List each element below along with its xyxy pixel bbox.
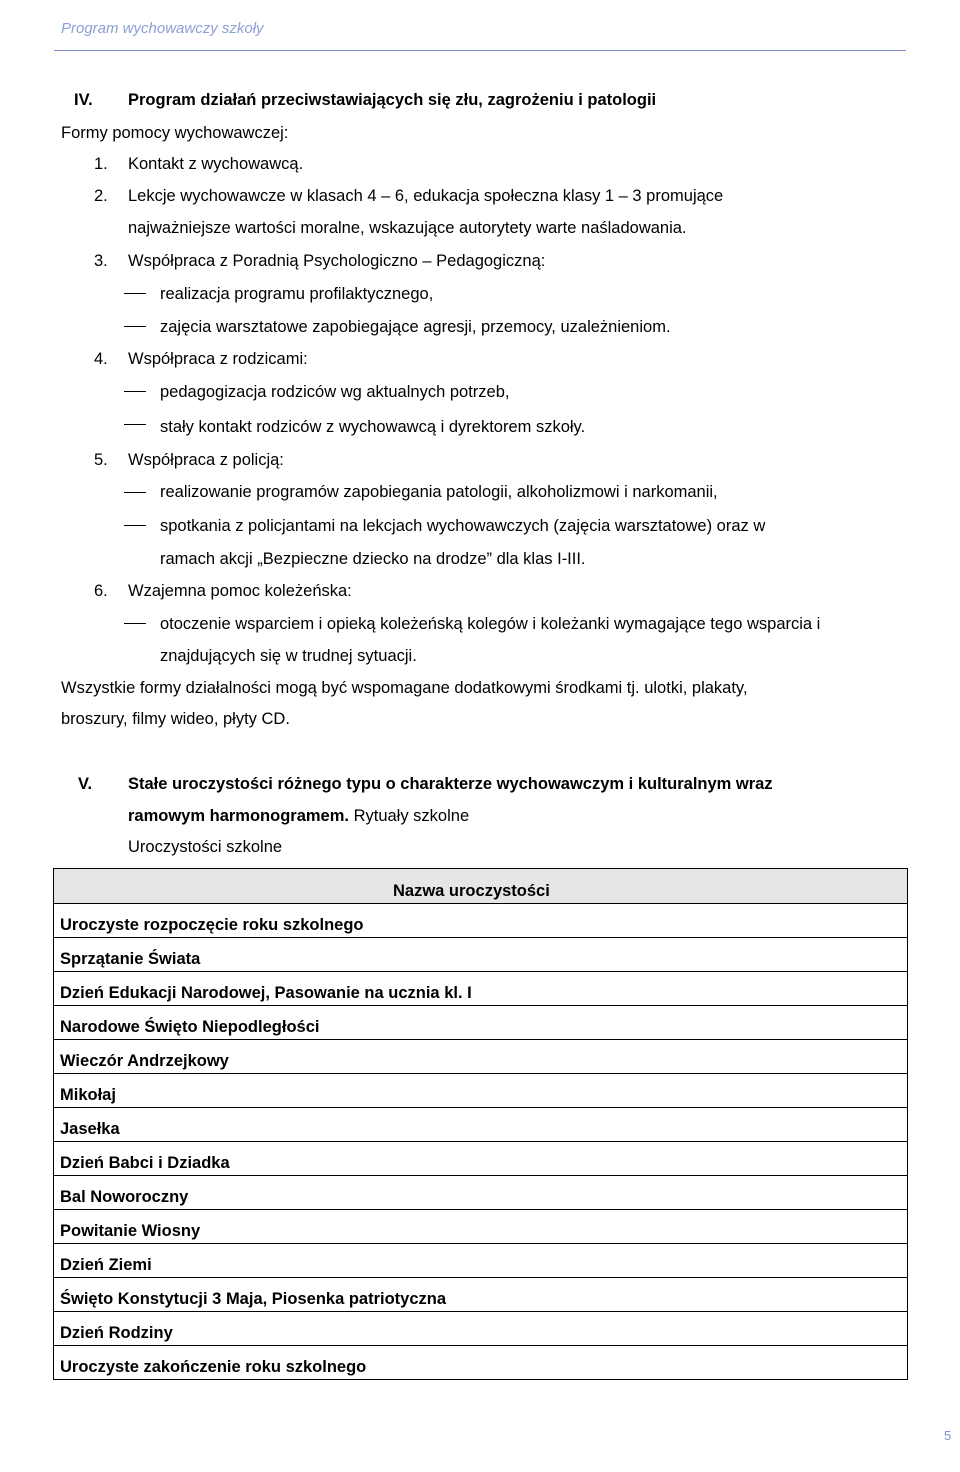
section-5-title: Stałe uroczystości różnego typu o charakterze wychowawczym i kulturalnym wraz	[128, 775, 773, 793]
table-row	[54, 1176, 908, 1210]
dash-bullet-icon	[124, 623, 146, 624]
table-row	[54, 904, 908, 938]
section-5-subtitle: Uroczystości szkolne	[128, 838, 283, 856]
list-item-number: 3.	[94, 252, 108, 270]
section-4-intro: Formy pomocy wychowawczej:	[61, 124, 289, 142]
list-item-text: Współpraca z policją:	[128, 451, 284, 469]
table-row	[54, 938, 908, 972]
table-header-row	[54, 869, 908, 904]
list-item-number: 1.	[94, 155, 108, 173]
table-header-cell: Nazwa uroczystości	[54, 869, 908, 904]
table-cell: Uroczyste rozpoczęcie roku szkolnego	[54, 904, 908, 938]
sub-item: realizowanie programów zapobiegania patologii, alkoholizmowi i narkomanii,	[160, 483, 718, 501]
closing-text-continuation: broszury, filmy wideo, płyty CD.	[61, 710, 290, 728]
list-item-number: 5.	[94, 451, 108, 469]
list-item-continuation: najważniejsze wartości moralne, wskazujące autorytety warte naśladowania.	[128, 219, 687, 237]
table-cell: Bal Noworoczny	[54, 1176, 908, 1210]
table-cell: Uroczyste zakończenie roku szkolnego	[54, 1346, 908, 1380]
list-item-text: Lekcje wychowawcze w klasach 4 – 6, edukacja społeczna klasy 1 – 3 promujące	[128, 187, 724, 205]
section-5-title-end: ramowym harmonogramem.	[128, 807, 349, 825]
section-5-number: V.	[78, 775, 93, 793]
table-cell: Wieczór Andrzejkowy	[54, 1040, 908, 1074]
table-cell: Dzień Edukacji Narodowej, Pasowanie na ucznia kl. I	[54, 972, 908, 1006]
table-cell: Święto Konstytucji 3 Maja, Piosenka patriotyczna	[54, 1278, 908, 1312]
list-item-text: Wzajemna pomoc koleżeńska:	[128, 582, 352, 600]
table-row	[54, 1210, 908, 1244]
section-5-rituals-label: Rytuały szkolne	[353, 807, 470, 825]
table-cell: Sprzątanie Świata	[54, 938, 908, 972]
dash-bullet-icon	[124, 391, 146, 392]
dash-bullet-icon	[124, 492, 146, 493]
list-item-number: 4.	[94, 350, 108, 368]
dash-bullet-icon	[124, 326, 146, 327]
table-row	[54, 1040, 908, 1074]
table-row	[54, 1074, 908, 1108]
list-item-number: 6.	[94, 582, 108, 600]
closing-text: Wszystkie formy działalności mogą być wspomagane dodatkowymi środkami tj. ulotki, plakaty,	[61, 679, 748, 697]
sub-item: zajęcia warsztatowe zapobiegające agresji, przemocy, uzależnieniom.	[160, 318, 671, 336]
table-cell: Powitanie Wiosny	[54, 1210, 908, 1244]
section-4-number: IV.	[74, 91, 93, 109]
running-header: Program wychowawczy szkoły	[61, 20, 264, 37]
table-cell: Dzień Babci i Dziadka	[54, 1142, 908, 1176]
section-4-title: Program działań przeciwstawiających się złu, zagrożeniu i patologii	[128, 91, 657, 109]
table-cell: Narodowe Święto Niepodległości	[54, 1006, 908, 1040]
header-divider	[54, 50, 906, 51]
list-item-text: Współpraca z rodzicami:	[128, 350, 308, 368]
ceremonies-table	[53, 868, 908, 1380]
table-cell: Dzień Ziemi	[54, 1244, 908, 1278]
table-row	[54, 1006, 908, 1040]
page-number: 5	[944, 1428, 952, 1443]
table-cell: Dzień Rodziny	[54, 1312, 908, 1346]
list-item-text: Współpraca z Poradnią Psychologiczno – Pedagogiczną:	[128, 252, 546, 270]
table-row	[54, 972, 908, 1006]
table-row	[54, 1108, 908, 1142]
table-row	[54, 1244, 908, 1278]
sub-item: otoczenie wsparciem i opieką koleżeńską kolegów i koleżanki wymagające tego wsparcia i	[160, 615, 821, 633]
table-row	[54, 1142, 908, 1176]
sub-item: realizacja programu profilaktycznego,	[160, 285, 434, 303]
table-row	[54, 1312, 908, 1346]
dash-bullet-icon	[124, 525, 146, 526]
table-cell: Mikołaj	[54, 1074, 908, 1108]
sub-item: spotkania z policjantami na lekcjach wychowawczych (zajęcia warsztatowe) oraz w	[160, 517, 766, 535]
sub-item: stały kontakt rodziców z wychowawcą i dyrektorem szkoły.	[160, 418, 586, 436]
list-item-number: 2.	[94, 187, 108, 205]
sub-item-continuation: ramach akcji „Bezpieczne dziecko na drodze” dla klas I-III.	[160, 550, 586, 568]
dash-bullet-icon	[124, 293, 146, 294]
list-item-text: Kontakt z wychowawcą.	[128, 155, 304, 173]
table-cell: Jasełka	[54, 1108, 908, 1142]
sub-item-continuation: znajdujących się w trudnej sytuacji.	[160, 647, 417, 665]
table-row	[54, 1346, 908, 1380]
dash-bullet-icon	[124, 424, 146, 425]
sub-item: pedagogizacja rodziców wg aktualnych potrzeb,	[160, 383, 510, 401]
table-row	[54, 1278, 908, 1312]
section-5-title-continuation	[128, 805, 469, 827]
